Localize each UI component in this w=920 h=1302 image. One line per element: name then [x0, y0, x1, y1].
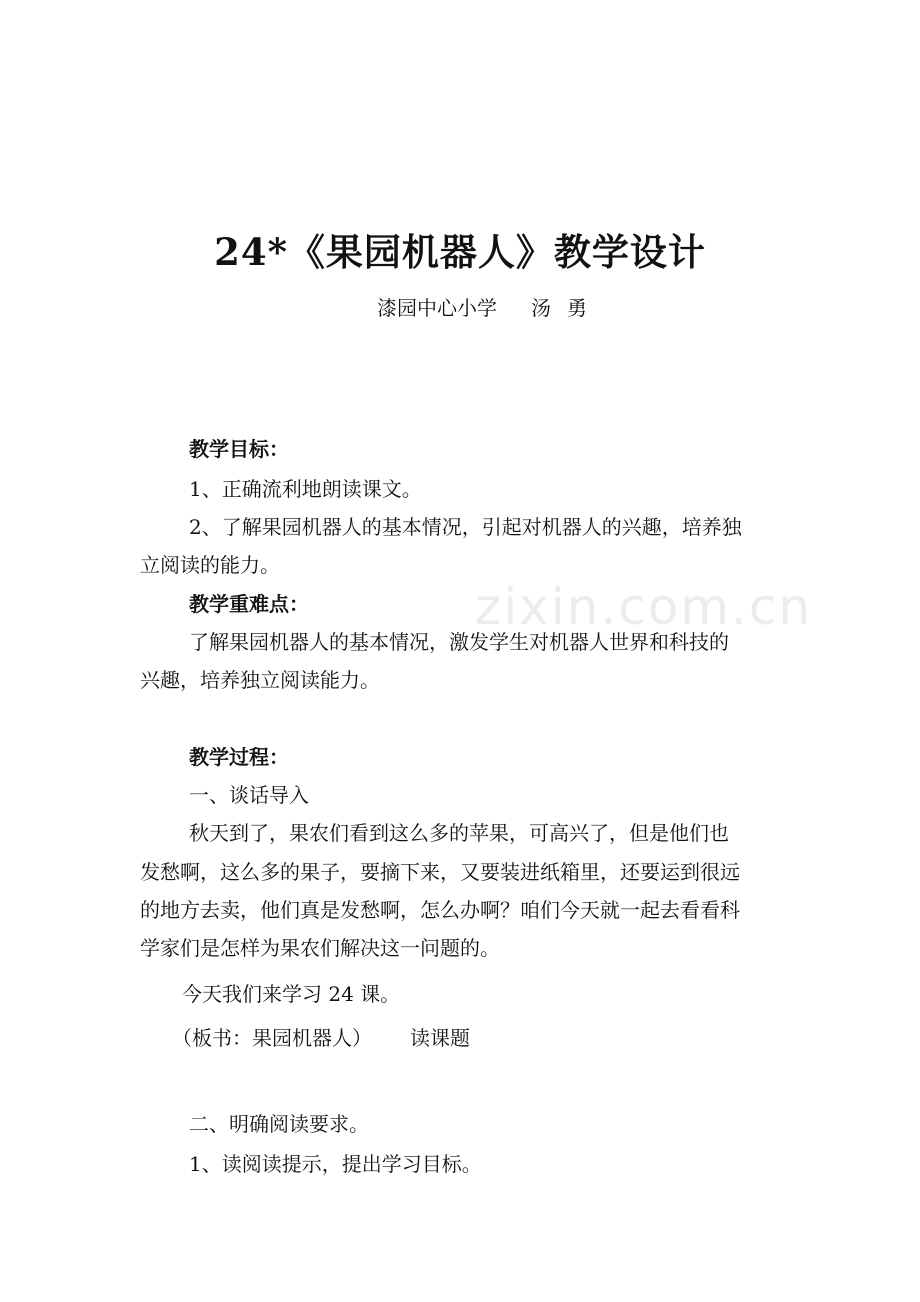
step1-paragraph-line2: 发愁啊，这么多的果子，要摘下来，又要装进纸箱里，还要运到很远 — [140, 860, 740, 884]
step2-item1: 1、读阅读提示，提出学习目标。 — [189, 1152, 482, 1176]
goal-2-line1: 2、了解果园机器人的基本情况，引起对机器人的兴趣，培养独 — [189, 515, 742, 539]
goal-1: 1、正确流利地朗读课文。 — [189, 477, 422, 501]
author-school: 漆园中心小学 — [377, 296, 497, 320]
document-title: 24*《果园机器人》教学设计 — [214, 230, 706, 274]
key-heading: 教学重难点： — [189, 592, 309, 616]
step1-paragraph-line3: 的地方去卖，他们真是发愁啊，怎么办啊？咱们今天就一起去看看科 — [140, 898, 740, 922]
process-heading: 教学过程： — [189, 745, 289, 769]
key-line1: 了解果园机器人的基本情况，激发学生对机器人世界和科技的 — [189, 630, 729, 654]
step2-heading: 二、明确阅读要求。 — [189, 1112, 369, 1136]
step1-read-title: 读课题 — [410, 1026, 470, 1050]
key-line2: 兴趣，培养独立阅读能力。 — [140, 668, 380, 692]
goals-heading: 教学目标： — [189, 437, 289, 461]
step1-paragraph-line4: 学家们是怎样为果农们解决这一问题的。 — [140, 936, 500, 960]
step1-heading: 一、谈话导入 — [189, 783, 309, 807]
step1-today: 今天我们来学习 24 课。 — [182, 982, 401, 1006]
watermark: zixin.com.cn — [475, 578, 813, 636]
author-name-part2: 勇 — [567, 296, 587, 320]
step1-paragraph-line1: 秋天到了，果农们看到这么多的苹果，可高兴了，但是他们也 — [189, 821, 729, 845]
step1-board: （板书：果园机器人） — [172, 1026, 372, 1050]
author-name-part1: 汤 — [531, 296, 551, 320]
goal-2-line2: 立阅读的能力。 — [140, 553, 280, 577]
author-line — [377, 292, 587, 321]
